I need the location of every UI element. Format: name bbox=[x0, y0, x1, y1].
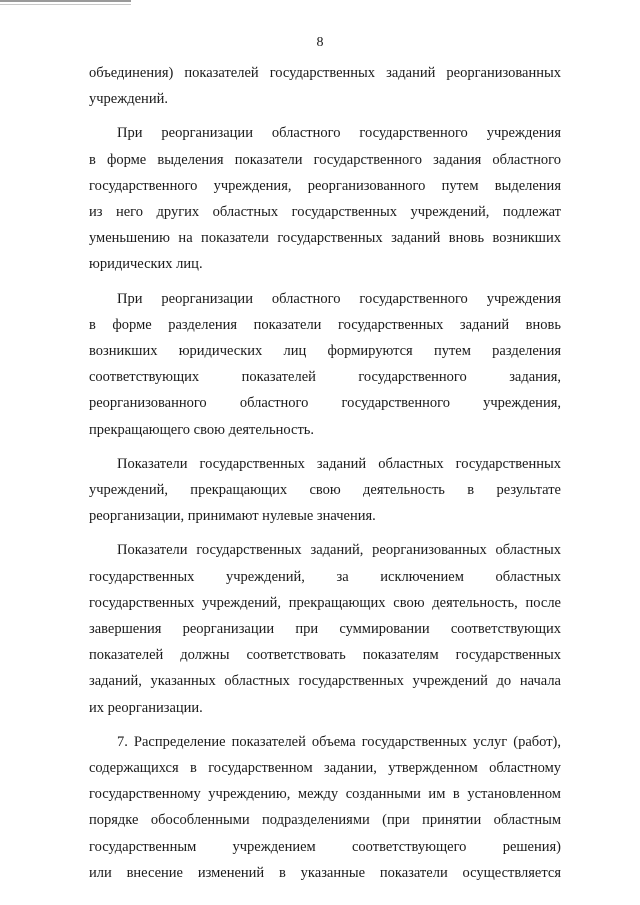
scan-edge-mark-secondary bbox=[0, 4, 131, 5]
paragraph-line: государственных учреждений, за исключением областных bbox=[89, 568, 561, 585]
paragraph bbox=[89, 60, 561, 112]
paragraph-line: из него других областных государственных учреждений, подлежат bbox=[89, 204, 561, 221]
paragraph-line: соответствующих показателей государственного задания, bbox=[89, 369, 561, 386]
paragraph-line: возникших юридических лиц формируются путем разделения bbox=[89, 343, 561, 360]
paragraph-line: их реорганизации. bbox=[89, 699, 203, 716]
paragraph-line: порядке обособленными подразделениями (при принятии областным bbox=[89, 812, 561, 829]
paragraph-line: 7. Распределение показателей объема государственных услуг (работ), bbox=[117, 733, 561, 750]
paragraph-line: показателей должны соответствовать показателям государственных bbox=[89, 647, 561, 664]
paragraph bbox=[89, 451, 561, 530]
paragraph-line: государственных учреждений, прекращающих свою деятельность, после bbox=[89, 594, 561, 611]
paragraph-line: уменьшению на показатели государственных заданий вновь возникших bbox=[89, 230, 561, 247]
paragraph bbox=[89, 120, 561, 277]
paragraph-line: юридических лиц. bbox=[89, 256, 203, 273]
page-number: 8 bbox=[316, 35, 324, 50]
paragraph-line: завершения реорганизации при суммировании соответствующих bbox=[89, 621, 561, 638]
paragraph bbox=[89, 729, 561, 886]
paragraph-line: Показатели государственных заданий областных государственных bbox=[117, 455, 561, 472]
scan-edge-mark bbox=[0, 0, 131, 2]
paragraph-line: При реорганизации областного государственного учреждения bbox=[117, 290, 561, 307]
paragraph bbox=[89, 286, 561, 443]
paragraph-line: учреждений. bbox=[89, 91, 168, 108]
paragraph-line: содержащихся в государственном задании, утвержденном областному bbox=[89, 760, 561, 777]
paragraph bbox=[89, 537, 561, 720]
paragraph-line: объединения) показателей государственных заданий реорганизованных bbox=[89, 65, 561, 81]
paragraph-line: в форме выделения показатели государственного задания областного bbox=[89, 151, 561, 168]
paragraph-line: Показатели государственных заданий, реорганизованных областных bbox=[117, 542, 561, 559]
paragraph-line: При реорганизации областного государственного учреждения bbox=[117, 125, 561, 142]
paragraph-line: заданий, указанных областных государственных учреждений до начала bbox=[89, 673, 561, 690]
paragraph-line: государственного учреждения, реорганизованного путем выделения bbox=[89, 177, 561, 194]
paragraph-line: реорганизации, принимают нулевые значения. bbox=[89, 508, 376, 525]
paragraph-line: государственным учреждением соответствующего решения) bbox=[89, 838, 561, 855]
paragraph-line: или внесение изменений в указанные показатели осуществляется bbox=[89, 864, 561, 881]
paragraph-line: реорганизованного областного государственного учреждения, bbox=[89, 395, 561, 412]
paragraph-line: прекращающего свою деятельность. bbox=[89, 421, 315, 438]
document-body bbox=[89, 60, 561, 894]
paragraph-line: учреждений, прекращающих свою деятельность в результате bbox=[89, 482, 561, 499]
paragraph-line: государственному учреждению, между созданными им в установленном bbox=[89, 786, 561, 803]
paragraph-line: в форме разделения показатели государственных заданий вновь bbox=[89, 316, 561, 333]
